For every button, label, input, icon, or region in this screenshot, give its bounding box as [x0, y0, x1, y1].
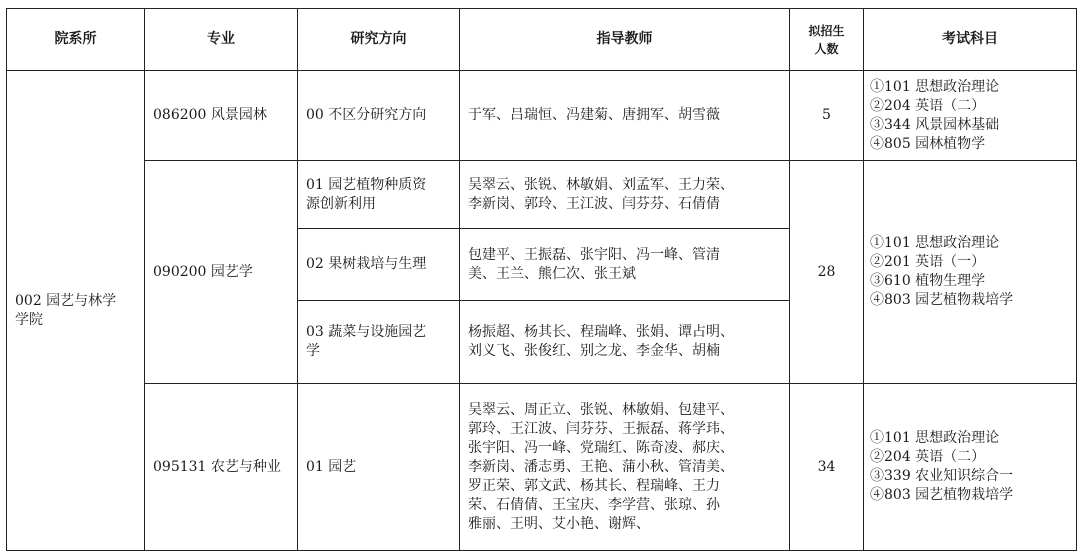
- major-name: 086200 风景园林: [145, 71, 298, 161]
- quota-cell: 34: [790, 384, 864, 551]
- exam-subject: ③610 植物生理学: [870, 273, 986, 289]
- department-name-line2: 学院: [15, 311, 43, 328]
- exam-subject: ②204 英语（二）: [870, 449, 986, 465]
- exam-subject: ③339 农业知识综合一: [870, 468, 1014, 484]
- research-direction: [298, 301, 460, 384]
- exam-subjects-cell: [864, 384, 1077, 551]
- header-quota: [790, 9, 864, 71]
- header-department: 院系所: [7, 9, 145, 71]
- research-direction: 01 园艺: [298, 384, 460, 551]
- header-row: [7, 9, 1077, 71]
- header-exam-subjects: 考试科目: [864, 9, 1077, 71]
- advisors-cell: [460, 301, 790, 384]
- table-row: [7, 161, 1077, 229]
- advisors-line: 李新岗、潘志勇、王艳、蒲小秋、管清美、: [468, 458, 734, 475]
- research-direction-line1: 03 蔬菜与设施园艺: [306, 324, 427, 340]
- advisors-line: 郭玲、王江波、闫芬芬、王振磊、蒋学玮、: [468, 420, 734, 437]
- header-quota-line2: 人数: [814, 41, 839, 56]
- exam-subject: ④805 园林植物学: [870, 135, 986, 152]
- exam-subject: ④803 园艺植物栽培学: [870, 292, 1014, 308]
- research-direction: 02 果树栽培与生理: [298, 229, 460, 301]
- exam-subject: ①101 思想政治理论: [870, 78, 1000, 95]
- advisors-cell: [460, 161, 790, 229]
- header-research-direction: 研究方向: [298, 9, 460, 71]
- research-direction: [298, 161, 460, 229]
- exam-subjects-cell: [864, 71, 1077, 161]
- quota-cell: 5: [790, 71, 864, 161]
- header-quota-line1: 拟招生: [808, 23, 845, 38]
- advisors-line: 美、王兰、熊仁次、张王斌: [468, 265, 636, 282]
- advisors-line: 李新岗、郭玲、王江波、闫芬芬、石倩倩: [468, 195, 720, 212]
- quota-cell: 28: [790, 161, 864, 384]
- research-direction: 00 不区分研究方向: [298, 71, 460, 161]
- table-row: [7, 384, 1077, 551]
- department-cell: [7, 71, 145, 551]
- advisors-line: 雅丽、王明、艾小艳、谢辉、: [468, 515, 650, 532]
- advisors-line: 吴翠云、周正立、张锐、林敏娟、包建平、: [468, 401, 734, 418]
- advisors-line: 于军、吕瑞恒、冯建菊、唐拥军、胡雪薇: [468, 107, 720, 123]
- enrollment-table: [6, 8, 1077, 551]
- advisors-line: 罗正荣、郭文武、杨其长、程瑞峰、王力: [468, 477, 720, 494]
- exam-subject: ②204 英语（二）: [870, 97, 986, 114]
- header-major: 专业: [145, 9, 298, 71]
- advisors-line: 张宇阳、冯一峰、党瑞红、陈奇凌、郝庆、: [468, 439, 734, 456]
- major-name: 095131 农艺与种业: [145, 384, 298, 551]
- exam-subjects-cell: [864, 161, 1077, 384]
- major-name: 090200 园艺学: [145, 161, 298, 384]
- department-name-line1: 002 园艺与林学: [15, 292, 117, 309]
- advisors-line: 包建平、王振磊、张宇阳、冯一峰、管清: [468, 246, 720, 263]
- exam-subject: ④803 园艺植物栽培学: [870, 487, 1014, 503]
- advisors-line: 吴翠云、张锐、林敏娟、刘孟军、王力荣、: [468, 176, 734, 193]
- research-direction-line1: 01 园艺植物种质资: [306, 176, 427, 193]
- advisors-line: 刘义飞、张俊红、别之龙、李金华、胡楠: [468, 343, 720, 359]
- advisors-line: 荣、石倩倩、王宝庆、李学营、张琼、孙: [468, 496, 720, 513]
- advisors-cell: [460, 229, 790, 301]
- header-advisors: 指导教师: [460, 9, 790, 71]
- table-row: [7, 71, 1077, 161]
- exam-subject: ②201 英语（一）: [870, 254, 986, 270]
- exam-subject: ③344 风景园林基础: [870, 116, 1000, 133]
- exam-subject: ①101 思想政治理论: [870, 430, 1000, 446]
- advisors-line: 杨振超、杨其长、程瑞峰、张娟、谭占明、: [468, 324, 734, 340]
- research-direction-line2: 学: [306, 343, 320, 359]
- advisors-cell: [460, 71, 790, 161]
- advisors-cell: [460, 384, 790, 551]
- research-direction-line2: 源创新利用: [306, 195, 376, 212]
- exam-subject: ①101 思想政治理论: [870, 235, 1000, 251]
